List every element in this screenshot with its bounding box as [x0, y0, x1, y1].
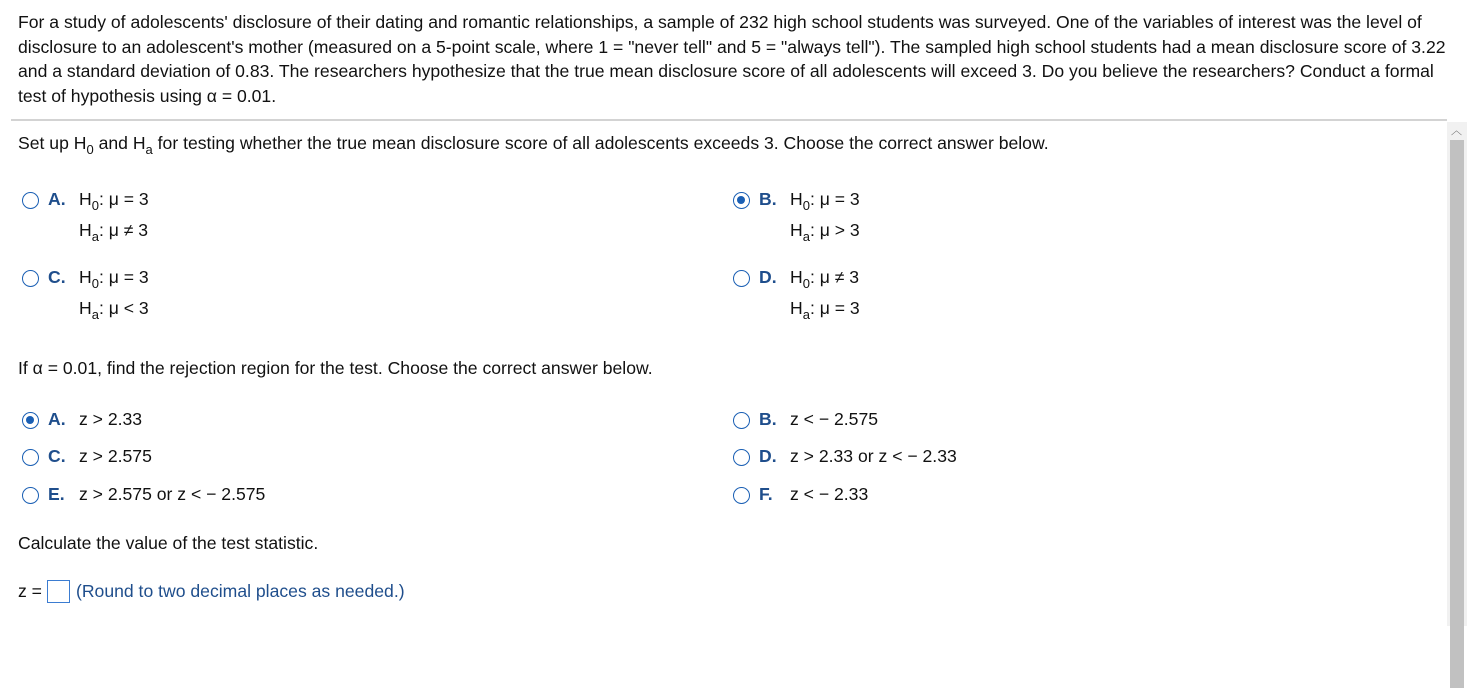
- q2-f-text: z < − 2.33: [790, 484, 869, 504]
- q2-radio-f[interactable]: [733, 487, 750, 504]
- q2-radio-a[interactable]: [22, 412, 39, 429]
- q1-option-b[interactable]: B. $H_0$: μ = 3 $H_a$: μ > 3: [733, 189, 860, 251]
- q2-option-b[interactable]: B. z < − 2.575: [733, 409, 878, 430]
- q1-a-null: $H_0$: μ = 3: [79, 189, 149, 213]
- q1-b-alt: $H_a$: μ > 3: [790, 220, 860, 244]
- q2-option-d[interactable]: D. z > 2.33 or z < − 2.33: [733, 446, 957, 467]
- q1-d-alt: $H_a$: μ = 3: [790, 298, 860, 322]
- q2-radio-d[interactable]: [733, 449, 750, 466]
- q2-option-e[interactable]: E. z > 2.575 or z < − 2.575: [22, 484, 265, 505]
- q2-b-text: z < − 2.575: [790, 409, 879, 429]
- section-divider: [11, 119, 1447, 121]
- q1-c-null: $H_0$: μ = 3: [79, 267, 149, 291]
- q1-radio-c[interactable]: [22, 270, 39, 287]
- q1-c-alt: $H_a$: μ < 3: [79, 298, 149, 322]
- q2-d-text: z > 2.33 or z < − 2.33: [790, 446, 957, 466]
- q1-b-null: $H_0$: μ = 3: [790, 189, 860, 213]
- scrollbar-thumb[interactable]: [1450, 140, 1464, 688]
- question-1-text: Set up $H_0$ and $H_a$ for testing whether the true mean disclosure score of all adolescents exceeds 3. Choose the correct answer below.: [18, 133, 1049, 157]
- q1-radio-b[interactable]: [733, 192, 750, 209]
- q2-radio-c[interactable]: [22, 449, 39, 466]
- q2-radio-b[interactable]: [733, 412, 750, 429]
- q2-option-f[interactable]: F. z < − 2.33: [733, 484, 868, 505]
- rounding-note: (Round to two decimal places as needed.): [75, 581, 405, 601]
- q2-c-text: z > 2.575: [79, 446, 152, 466]
- q1-a-alt: $H_a$: μ ≠ 3: [79, 220, 149, 244]
- q2-a-text: z > 2.33: [79, 409, 143, 429]
- question-2-text: If α = 0.01, find the rejection region for the test. Choose the correct answer below.: [18, 358, 653, 378]
- test-statistic-row: [18, 580, 405, 603]
- scroll-up-icon[interactable]: ︿: [1451, 125, 1462, 137]
- q2-option-c[interactable]: C. z > 2.575: [22, 446, 152, 467]
- q1-d-null: $H_0$: μ ≠ 3: [790, 267, 860, 291]
- z-label: z =: [18, 581, 42, 601]
- scrollbar[interactable]: [1447, 122, 1467, 626]
- question-3-text: Calculate the value of the test statistic.: [18, 533, 319, 553]
- q2-option-a[interactable]: A. z > 2.33: [22, 409, 142, 430]
- q1-option-c[interactable]: C. $H_0$: μ = 3 $H_a$: μ < 3: [22, 267, 149, 329]
- q1-option-a[interactable]: A. $H_0$: μ = 3 $H_a$: μ ≠ 3: [22, 189, 149, 251]
- test-statistic-input[interactable]: [47, 580, 70, 603]
- q1-radio-a[interactable]: [22, 192, 39, 209]
- q2-radio-e[interactable]: [22, 487, 39, 504]
- q1-option-d[interactable]: D. $H_0$: μ ≠ 3 $H_a$: μ = 3: [733, 267, 860, 329]
- q1-radio-d[interactable]: [733, 270, 750, 287]
- problem-statement: For a study of adolescents' disclosure of their dating and romantic relationships, a sample of 232 high school students was surveyed. One of the variables of interest was the level of disclosure to an adolescent's mother (measured on a 5-point scale, where 1 = "never tell" and 5 = "always tell"). The sampled high school students had a mean disclosure score of 3.22 and a standard deviation of 0.83. The researchers hypothesize that the true mean disclosure score of all adolescents will exceed 3. Do you believe the researchers? Conduct a formal test of hypothesis using α = 0.01.: [18, 12, 1446, 106]
- q2-e-text: z > 2.575 or z < − 2.575: [79, 484, 266, 504]
